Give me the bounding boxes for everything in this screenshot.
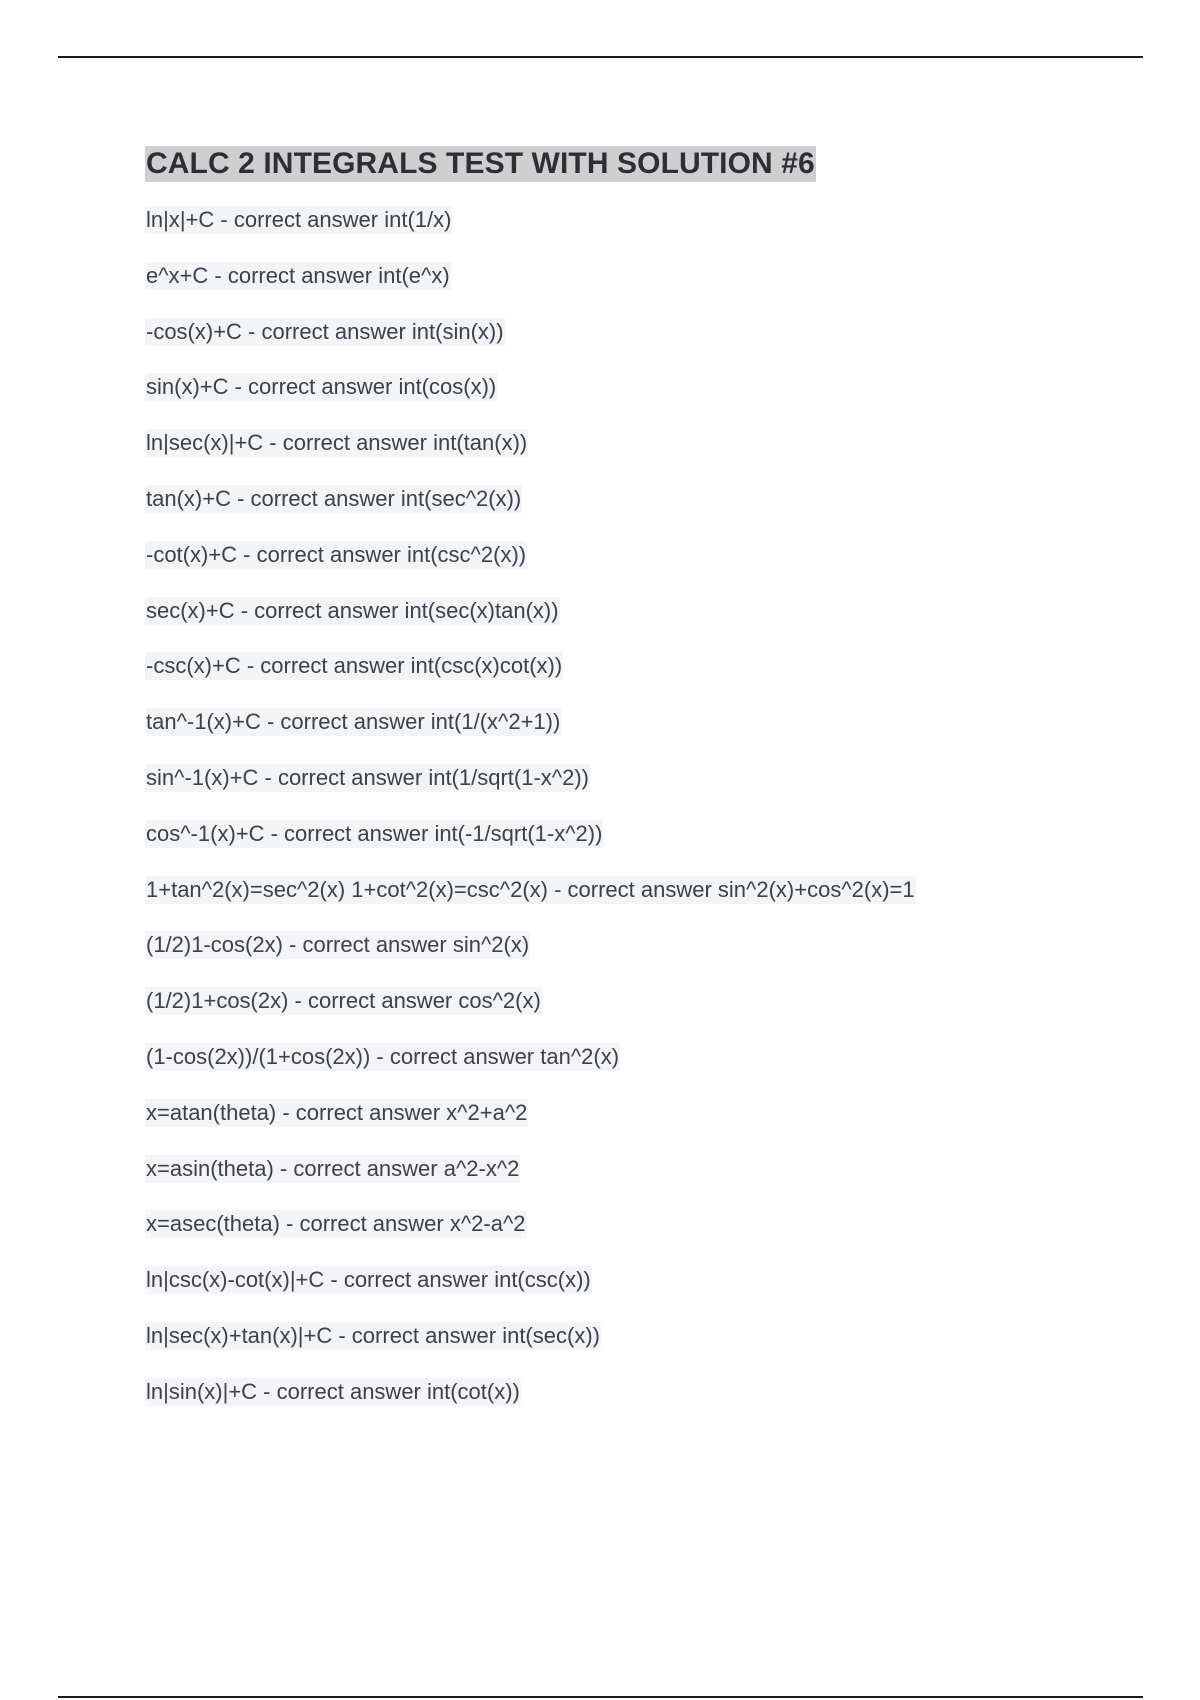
list-item — [145, 541, 1145, 597]
list-item — [145, 820, 1145, 876]
qa-text: -cot(x)+C - correct answer int(csc^2(x)) — [146, 541, 527, 567]
list-item — [145, 1043, 1145, 1099]
list-item — [145, 597, 1145, 653]
list-item — [145, 652, 1145, 708]
qa-text: tan(x)+C - correct answer int(sec^2(x)) — [146, 485, 522, 511]
list-item — [145, 764, 1145, 820]
qa-text: e^x+C - correct answer int(e^x) — [146, 262, 450, 288]
qa-text: (1-cos(2x))/(1+cos(2x)) - correct answer tan^2(x) — [146, 1043, 620, 1069]
qa-text: ln|sec(x)|+C - correct answer int(tan(x)) — [146, 430, 528, 456]
list-item — [145, 876, 1145, 932]
list-item — [145, 373, 1145, 429]
qa-text: -csc(x)+C - correct answer int(csc(x)cot(x)) — [146, 653, 563, 679]
list-item — [145, 1378, 1145, 1434]
list-item — [145, 1210, 1145, 1266]
qa-text: x=atan(theta) - correct answer x^2+a^2 — [146, 1099, 528, 1125]
qa-text: sin^-1(x)+C - correct answer int(1/sqrt(1-x^2)) — [146, 764, 590, 790]
qa-text: 1+tan^2(x)=sec^2(x) 1+cot^2(x)=csc^2(x) - correct answer sin^2(x)+cos^2(x)=1 — [146, 876, 915, 902]
qa-text: ln|sec(x)+tan(x)|+C - correct answer int(sec(x)) — [146, 1322, 600, 1348]
list-item — [145, 708, 1145, 764]
qa-text: x=asin(theta) - correct answer a^2-x^2 — [146, 1155, 520, 1181]
qa-text: x=asec(theta) - correct answer x^2-a^2 — [146, 1211, 526, 1237]
list-item — [145, 1266, 1145, 1322]
list-item — [145, 987, 1145, 1043]
list-item — [145, 429, 1145, 485]
qa-list — [145, 206, 1145, 1434]
list-item — [145, 206, 1145, 262]
document-title: CALC 2 INTEGRALS TEST WITH SOLUTION #6 — [146, 147, 815, 180]
qa-text: sec(x)+C - correct answer int(sec(x)tan(x)) — [146, 597, 559, 623]
list-item — [145, 318, 1145, 374]
list-item — [145, 1099, 1145, 1155]
qa-text: (1/2)1-cos(2x) - correct answer sin^2(x) — [146, 932, 530, 958]
qa-text: -cos(x)+C - correct answer int(sin(x)) — [146, 318, 504, 344]
qa-text: ln|x|+C - correct answer int(1/x) — [146, 207, 452, 232]
list-item — [145, 1322, 1145, 1378]
header-rule — [58, 56, 1143, 58]
qa-text: sin(x)+C - correct answer int(cos(x)) — [146, 374, 497, 400]
footer-rule — [58, 1696, 1143, 1698]
qa-text: ln|sin(x)|+C - correct answer int(cot(x)) — [146, 1378, 520, 1404]
document-body — [145, 146, 1145, 1434]
list-item — [145, 262, 1145, 318]
qa-text: cos^-1(x)+C - correct answer int(-1/sqrt(1-x^2)) — [146, 820, 603, 846]
qa-text: (1/2)1+cos(2x) - correct answer cos^2(x) — [146, 988, 541, 1014]
list-item — [145, 931, 1145, 987]
list-item — [145, 1155, 1145, 1211]
list-item — [145, 485, 1145, 541]
qa-text: ln|csc(x)-cot(x)|+C - correct answer int(csc(x)) — [146, 1267, 591, 1293]
qa-text: tan^-1(x)+C - correct answer int(1/(x^2+1)) — [146, 709, 561, 735]
